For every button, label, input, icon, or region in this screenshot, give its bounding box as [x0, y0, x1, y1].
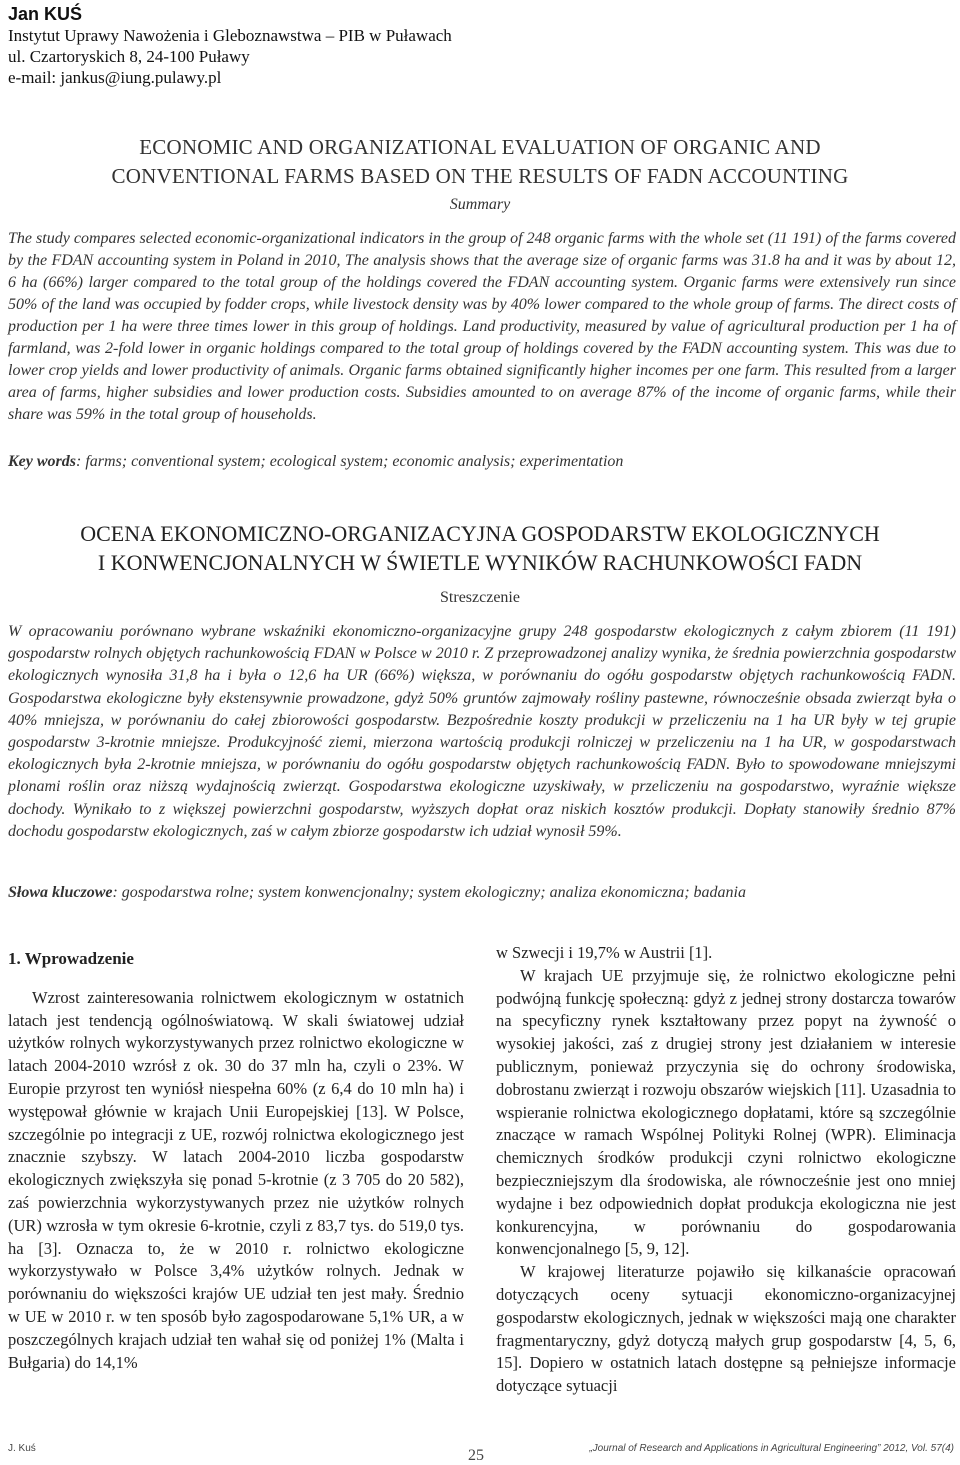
english-title-line-2: CONVENTIONAL FARMS BASED ON THE RESULTS OF FADN ACCOUNTING [111, 164, 849, 188]
polish-title [0, 519, 960, 577]
polish-keywords-label: Słowa kluczowe [8, 884, 113, 901]
footer-journal: „Journal of Research and Applications in Agricultural Engineering” 2012, Vol. 57(4) [589, 1443, 954, 1454]
body-paragraph: W krajowej literaturze pojawiło się kilkanaście opracowań dotyczących oceny sytuacji ekonomiczno-organizacyjnej gospodarstw ekologicznych, jednak w większości mają one charakter fragmentaryczny, gdyż dotyczą małych grup gospodarstw [4, 5, 6, 15]. Dopiero w ostatnich latach dostępne są pełniejsze informacje dotyczące sytuacji [496, 1262, 956, 1396]
streszczenie-heading: Streszczenie [440, 589, 520, 606]
polish-keywords [8, 882, 956, 904]
body-paragraph: W krajach UE przyjmuje się, że rolnictwo ekologiczne pełni podwójną funkcję społeczną: gdyż z jednej strony dostarcza towarów na specyficzny rynek kształtowany przez popyt na żywność o wysokiej jakości, zaś z drugiej strony jest działaniem w interesie publicznym, ponieważ przyczynia się do ochrony środowiska, dobrostanu zwierząt i rozwoju obszarów wiejskich [11]. Uzasadnia to wspieranie rolnictwa ekologicznego dopłatami, które są szczególnie znaczące w ramach Wspólnej Polityki Rolnej (WPR). Eliminacja chemicznych środków produkcji czyni rolnictwo ekologiczne bezpieczniejszym dla środowiska, ale równocześnie jest ono mniej wydajne i bez odpowiednich dopłat produkcja ekologiczna nie jest konkurencyjna, w porównaniu do gospodarowania konwencjonalnego [5, 9, 12]. [496, 965, 956, 1259]
polish-title-line-2: I KONWENCJONALNYCH W ŚWIETLE WYNIKÓW RACHUNKOWOŚCI FADN [97, 550, 863, 575]
body-paragraph: Wzrost zainteresowania rolnictwem ekologicznym w ostatnich latach jest tendencją ogólnoświatową. W skali światowej udział użytków rolnych wykorzystywanych przez rolnictwo ekologiczne w latach 2004-2010 wzrósł z ok. 30 do 37 mln ha, czyli o 23%. W Europie przyrost ten wyniósł niespełna 60% (z 6,4 do 10 mln ha) i występował głównie w krajach Unii Europejskiej [13]. W Polsce, szczególnie po integracji z UE, rozwój rolnictwa ekologicznego jest znacznie szybszy. W latach 2004-2010 liczba gospodarstw ekologicznych zwiększyła się ponad 5-krotnie (z 3 705 do 20 582), zaś powierzchnia wykorzystywanych przez nie użytków rolnych (UR) wzrosła w tym okresie 6-krotnie, czyli z 83,7 tys. do 519,0 tys. ha [3]. Oznacza to, że w 2010 r. rolnictwo ekologiczne wykorzystywało w Polsce 3,4% użytków rolnych. Jednak w porównaniu do większości krajów UE udział ten jest mały. Średnio w UE w 2010 r. w ten sposób było zagospodarowane 5,1% UR, a w poszczególnych krajach udział ten wahał się od poniżej 1% (Malta i Bułgaria) do 14,1% [8, 987, 464, 1372]
author-affiliation [8, 4, 452, 88]
footer-author: J. Kuś [8, 1443, 36, 1454]
body-column-left [8, 942, 464, 1374]
summary-heading: Summary [449, 196, 511, 213]
polish-abstract: W opracowaniu porównano wybrane wskaźniki ekonomiczno-organizacyjne grupy 248 gospodarstw ekologicznych z całym zbiorem (11 191) gospodarstw rolnych objętych rachunkowością FDAN w Polsce w 2010 r. Z przeprowadzonej analizy wynika, że średnia powierzchnia gospodarstw ekologicznych wynosiła 31,8 ha i była o 12,6 ha UR (66%) większa, w porównaniu do ogółu gospodarstw objętych rachunkowością FADN. Gospodarstwa ekologiczne były ekstensywnie prowadzone, gdyż 50% gruntów zajmowały rośliny pastewne, równocześnie obsada zwierząt była o 40% mniejsza, w porównaniu do całej zbiorowości gospodarstw. Bezpośrednie koszty produkcji w przeliczeniu na 1 ha UR były w tej grupie gospodarstw 3-krotnie mniejsze. Produkcyjność ziemi, mierzona wartością produkcji rolniczej w przeliczeniu na 1 ha UR, w gospodarstwach ekologicznych była 2-krotnie mniejsza, w porównaniu do ogółu gospodarstw objętych rachunkowością FADN. Było to spowodowane mniejszymi plonami roślin oraz niższą wydajnością zwierząt. Gospodarstwa ekologiczne uzyskiwały, w przeliczeniu na gospodarstwo, wyraźnie większe dochody. Wynikało to z większej powierzchni gospodarstw, wyższych dopłat oraz niskich kosztów produkcji. Dopłaty stanowiły średnio 87% dochodu gospodarstw ekologicznych, zaś w całym zbiorze gospodarstw ich udział wynosił 59%. [8, 623, 956, 840]
english-keywords-label: Key words [8, 453, 76, 470]
body-paragraph: w Szwecji i 19,7% w Austrii [1]. [496, 943, 713, 962]
institute-address: ul. Czartoryskich 8, 24-100 Puławy [8, 47, 250, 66]
author-email[interactable]: e-mail: jankus@iung.pulawy.pl [8, 68, 222, 87]
english-keywords [8, 451, 956, 473]
body-column-right [496, 942, 956, 1398]
page-number: 25 [468, 1447, 484, 1464]
institute-name: Instytut Uprawy Nawożenia i Gleboznawstwa – PIB w Puławach [8, 26, 452, 45]
english-title [0, 133, 960, 191]
english-abstract: The study compares selected economic-organizational indicators in the group of 248 organic farms with the whole set (11 191) of the farms covered by the FDAN accounting system in Poland in 2010, The analysis shows that the average size of organic farms was 31.8 ha and it was by about 12, 6 ha (66%) larger compared to the total group of the holdings covered the FDAN accounting system. Organic farms were extensively run since 50% of the land was occupied by fodder crops, while livestock density was by 40% lower compared to the whole group of farms. The direct costs of production per 1 ha were three times lower in this group of holdings. Land productivity, measured by value of agricultural production per 1 ha of farmland, was 2-fold lower in organic holdings compared to the total group of holdings covered by the FADN accounting system. This was due to lower crop yields and lower productivity of animals. Organic farms obtained significantly higher incomes per one farm. This resulted from a larger area of farms, higher subsidies and lower production costs. Subsidies amounted to on average 87% of the income of organic farms, while their share was 59% in the total group of households. [8, 230, 956, 423]
author-name: Jan KUŚ [8, 4, 83, 24]
section-heading-introduction: 1. Wprowadzenie [8, 949, 134, 968]
english-title-line-1: ECONOMIC AND ORGANIZATIONAL EVALUATION OF ORGANIC AND [139, 135, 821, 159]
polish-keywords-text: : gospodarstwa rolne; system konwencjonalny; system ekologiczny; analiza ekonomiczna; badania [112, 884, 746, 901]
polish-title-line-1: OCENA EKONOMICZNO-ORGANIZACYJNA GOSPODARSTW EKOLOGICZNYCH [80, 521, 880, 546]
english-keywords-text: : farms; conventional system; ecological system; economic analysis; experimentation [76, 453, 624, 470]
